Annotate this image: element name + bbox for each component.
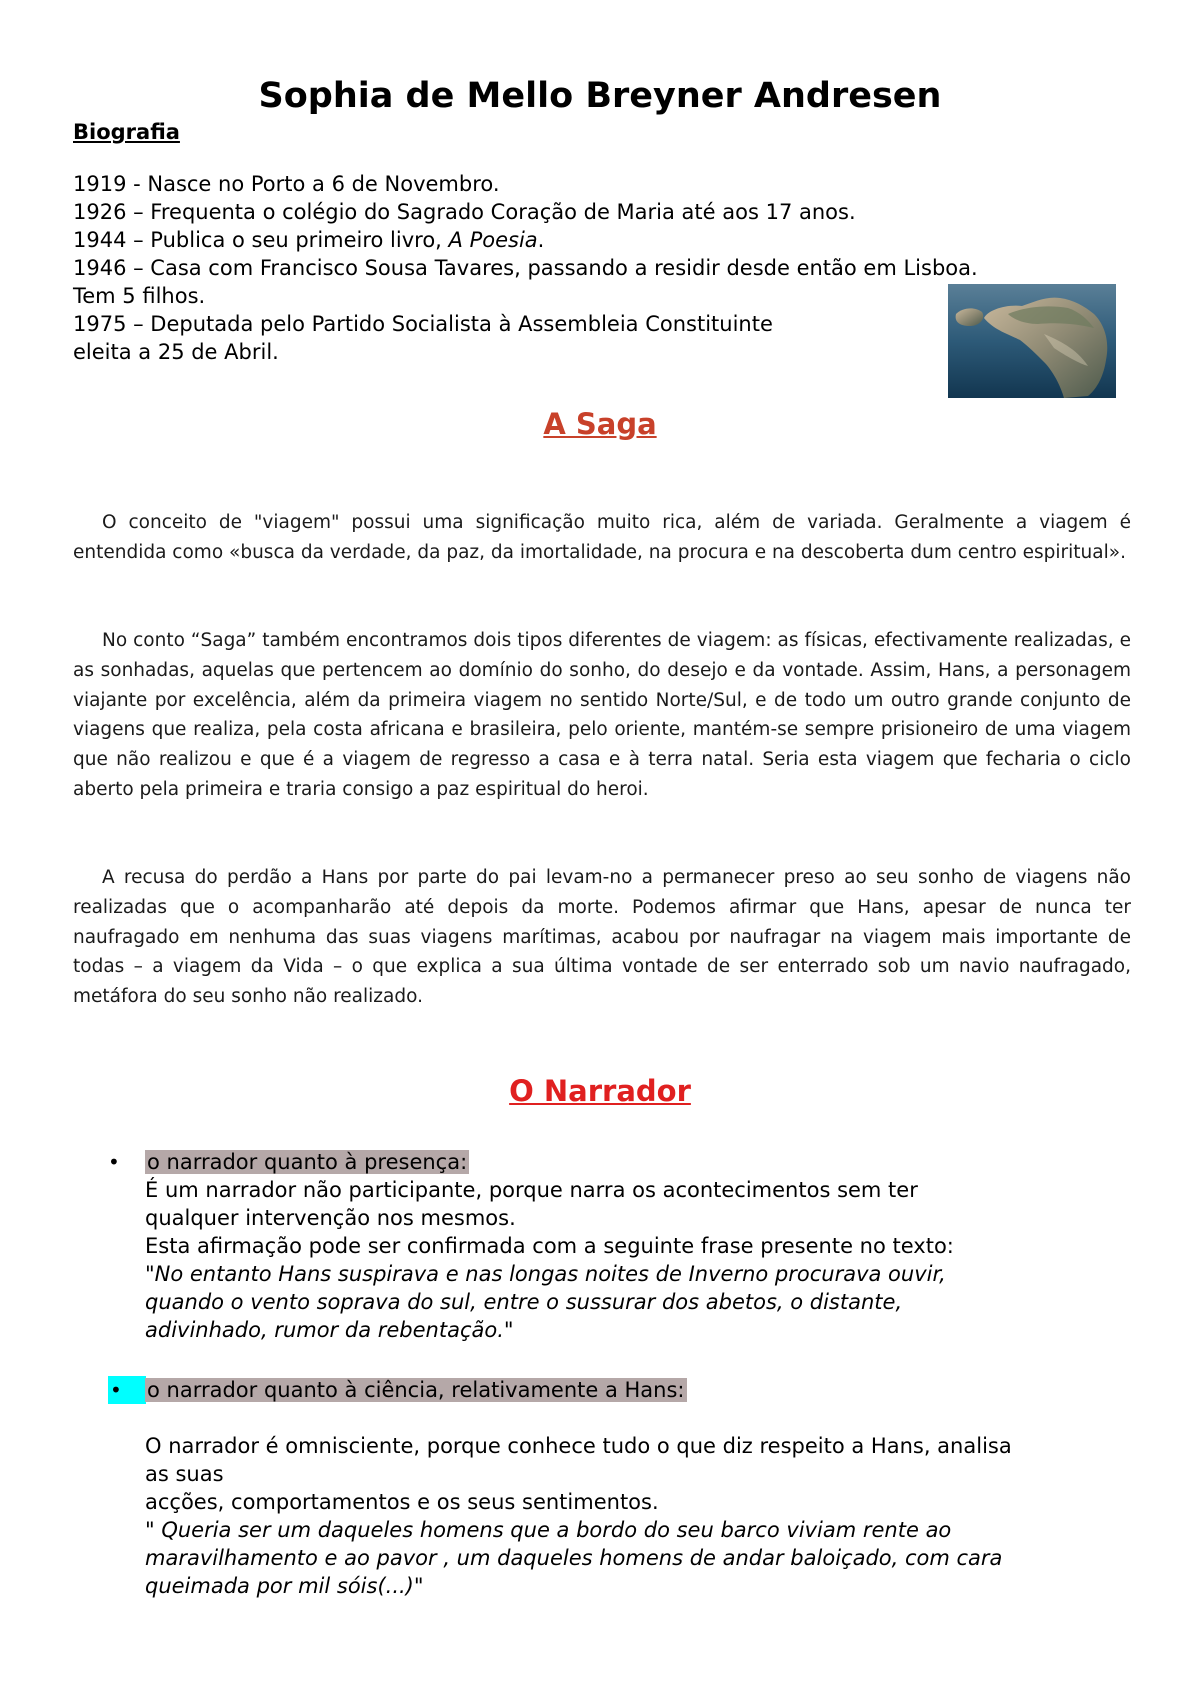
biography-entry: Tem 5 filhos. — [73, 284, 206, 308]
biography-entry: 1926 – Frequenta o colégio do Sagrado Coração de Maria até aos 17 anos. — [73, 200, 856, 224]
narrador-quote-line: quando o vento soprava do sul, entre o sussurar dos abetos, o distante, — [145, 1290, 903, 1314]
narrador-quote-line: "No entanto Hans suspirava e nas longas noites de Inverno procurava ouvir, — [145, 1262, 946, 1286]
biography-heading: Biografia — [73, 120, 180, 144]
narrador-item-line: as suas — [145, 1462, 224, 1486]
page-title: Sophia de Mello Breyner Andresen — [258, 76, 942, 116]
narrador-quote-line: maravilhamento e ao pavor , um daqueles homens de andar baloiçado, com cara — [145, 1546, 1003, 1570]
narrador-quote-line: queimada por mil sóis(...)" — [145, 1574, 424, 1598]
narrador-item-line: Esta afirmação pode ser confirmada com a seguinte frase presente no texto: — [145, 1234, 954, 1258]
bullet-icon: • — [108, 1376, 146, 1404]
narrador-heading: O Narrador — [509, 1074, 691, 1108]
narrador-item-line: É um narrador não participante, porque narra os acontecimentos sem ter — [145, 1178, 918, 1202]
biography-entry: 1946 – Casa com Francisco Sousa Tavares, passando a residir desde então em Lisboa. — [73, 256, 978, 280]
saga-paragraph: A recusa do perdão a Hans por parte do pai levam-no a permanecer preso ao seu sonho de viagens não realizadas que o acompanharão até depois da morte. Podemos afirmar que Hans, apesar de nunca ter naufragado em nenhuma das suas viagens marítimas, acabou por naufragar na viagem mais importante de todas – a viagem da Vida – o que explica a sua última vontade de ser enterrado sob um navio naufragado, metáfora do seu sonho não realizado. — [73, 867, 1131, 1008]
book-title: A Poesia — [448, 228, 538, 252]
narrador-item-body — [145, 1148, 1165, 1344]
biography-entry — [73, 226, 1153, 254]
narrador-quote-line: " Queria ser um daqueles homens que a bordo do seu barco viviam rente ao — [145, 1518, 952, 1542]
bullet-icon: • — [108, 1150, 120, 1174]
biography-entry: 1975 – Deputada pelo Partido Socialista à Assembleia Constituinte — [73, 312, 773, 336]
biography-entry: 1919 - Nasce no Porto a 6 de Novembro. — [73, 172, 500, 196]
island-photo-image — [948, 284, 1116, 398]
island-photo — [948, 284, 1116, 398]
narrador-item-line: qualquer intervenção nos mesmos. — [145, 1206, 516, 1230]
narrador-item-label: o narrador quanto à presença: — [147, 1150, 468, 1174]
biography-entry-text: 1944 – Publica o seu primeiro livro, — [73, 228, 449, 252]
narrador-quote-line: adivinhado, rumor da rebentação." — [145, 1318, 514, 1342]
saga-heading: A Saga — [543, 407, 657, 441]
narrador-item-label: o narrador quanto à ciência, relativamente a Hans: — [147, 1378, 685, 1402]
narrador-item-line: O narrador é omnisciente, porque conhece tudo o que diz respeito a Hans, analisa — [145, 1434, 1012, 1458]
saga-paragraph: O conceito de "viagem" possui uma significação muito rica, além de variada. Geralmente a viagem é entendida como «busca da verdade, da paz, da imortalidade, na procura e na descoberta dum centro espiritual». — [73, 512, 1131, 563]
narrador-item-line: acções, comportamentos e os seus sentimentos. — [145, 1490, 659, 1514]
spacer — [145, 1404, 1165, 1432]
biography-entry-text: . — [537, 228, 545, 252]
saga-paragraph: No conto “Saga” também encontramos dois tipos diferentes de viagem: as físicas, efectivamente realizadas, e as sonhadas, aquelas que pertencem ao domínio do sonho, do desejo e da vontade. Assim, Hans, a personagem viajante por excelência, além da primeira viagem no sentido Norte/Sul, e de todo um outro grande conjunto de viagens que realiza, pela costa africana e brasileira, pelo oriente, mantém-se sempre prisioneiro de uma viagem que não realizou e que é a viagem de regresso a casa e à terra natal. Seria esta viagem que fecharia o ciclo aberto pela primeira e traria consigo a paz espiritual do heroi. — [73, 630, 1131, 800]
biography-entry: eleita a 25 de Abril. — [73, 340, 279, 364]
narrador-item-body — [145, 1376, 1165, 1600]
